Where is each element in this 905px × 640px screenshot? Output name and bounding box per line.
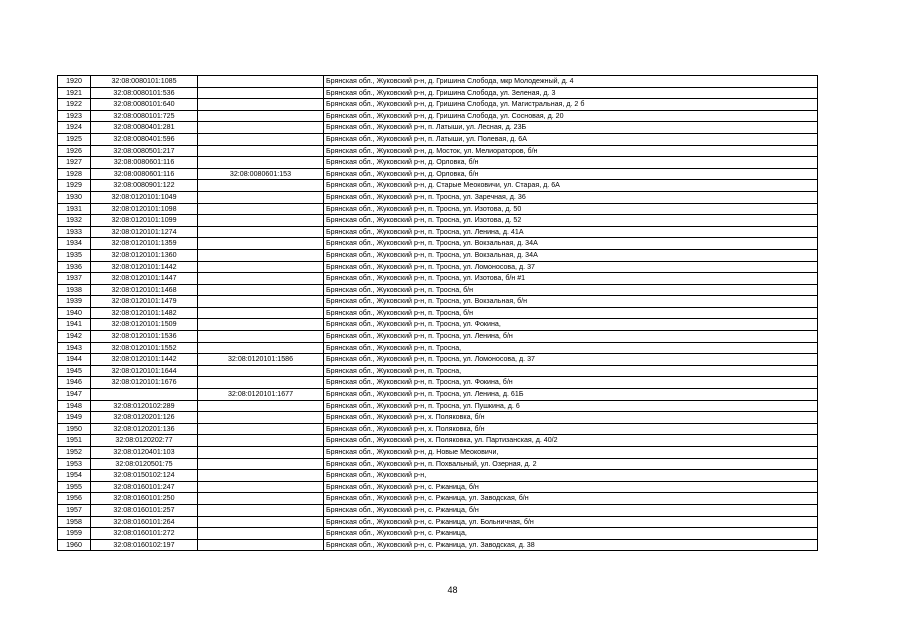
related-cadastral-number-cell — [198, 331, 324, 343]
row-number-cell: 1940 — [58, 307, 91, 319]
row-number-cell: 1955 — [58, 481, 91, 493]
registry-table — [57, 75, 818, 551]
related-cadastral-number-cell — [198, 133, 324, 145]
related-cadastral-number-cell — [198, 493, 324, 505]
address-cell: Брянская обл., Жуковский р-н, п. Тросна, ул. Ленина, д. 41А — [324, 226, 818, 238]
related-cadastral-number-cell — [198, 215, 324, 227]
cadastral-number-cell: 32:08:0120101:1509 — [91, 319, 198, 331]
address-cell: Брянская обл., Жуковский р-н, п. Тросна, ул. Фокина, — [324, 319, 818, 331]
cadastral-number-cell: 32:08:0120201:126 — [91, 412, 198, 424]
table-row — [58, 342, 818, 354]
row-number-cell: 1923 — [58, 110, 91, 122]
related-cadastral-number-cell — [198, 87, 324, 99]
row-number-cell: 1934 — [58, 238, 91, 250]
row-number-cell: 1943 — [58, 342, 91, 354]
related-cadastral-number-cell — [198, 400, 324, 412]
related-cadastral-number-cell — [198, 528, 324, 540]
cadastral-number-cell: 32:08:0080401:281 — [91, 122, 198, 134]
row-number-cell: 1928 — [58, 168, 91, 180]
row-number-cell: 1945 — [58, 365, 91, 377]
row-number-cell: 1932 — [58, 215, 91, 227]
table-row — [58, 238, 818, 250]
row-number-cell: 1927 — [58, 157, 91, 169]
related-cadastral-number-cell — [198, 516, 324, 528]
table-row — [58, 203, 818, 215]
related-cadastral-number-cell — [198, 423, 324, 435]
related-cadastral-number-cell — [198, 365, 324, 377]
related-cadastral-number-cell — [198, 180, 324, 192]
address-cell: Брянская обл., Жуковский р-н, п. Тросна, ул. Ломоносова, д. 37 — [324, 261, 818, 273]
cadastral-number-cell: 32:08:0160101:247 — [91, 481, 198, 493]
row-number-cell: 1959 — [58, 528, 91, 540]
cadastral-number-cell: 32:08:0120101:1447 — [91, 273, 198, 285]
address-cell: Брянская обл., Жуковский р-н, с. Ржаница, б/н — [324, 481, 818, 493]
table-row — [58, 145, 818, 157]
address-cell: Брянская обл., Жуковский р-н, д. Новые Меоковичи, — [324, 447, 818, 459]
cadastral-number-cell: 32:08:0120101:1552 — [91, 342, 198, 354]
row-number-cell: 1954 — [58, 470, 91, 482]
cadastral-number-cell: 32:08:0120501:75 — [91, 458, 198, 470]
table-row — [58, 458, 818, 470]
table-row — [58, 215, 818, 227]
row-number-cell: 1929 — [58, 180, 91, 192]
table-row — [58, 226, 818, 238]
row-number-cell: 1947 — [58, 389, 91, 401]
row-number-cell: 1930 — [58, 191, 91, 203]
cadastral-number-cell: 32:08:0080501:217 — [91, 145, 198, 157]
row-number-cell: 1926 — [58, 145, 91, 157]
table-row — [58, 76, 818, 88]
address-cell: Брянская обл., Жуковский р-н, д. Орловка, б/н — [324, 168, 818, 180]
row-number-cell: 1933 — [58, 226, 91, 238]
cadastral-number-cell: 32:08:0120101:1359 — [91, 238, 198, 250]
cadastral-number-cell: 32:08:0080101:536 — [91, 87, 198, 99]
table-row — [58, 528, 818, 540]
row-number-cell: 1952 — [58, 447, 91, 459]
address-cell: Брянская обл., Жуковский р-н, с. Ржаница, ул. Заводская, д. 38 — [324, 539, 818, 551]
address-cell: Брянская обл., Жуковский р-н, п. Тросна, ул. Вокзальная, д. 34А — [324, 249, 818, 261]
related-cadastral-number-cell — [198, 191, 324, 203]
related-cadastral-number-cell: 32:08:0080601:153 — [198, 168, 324, 180]
cadastral-number-cell: 32:08:0120101:1442 — [91, 261, 198, 273]
row-number-cell: 1935 — [58, 249, 91, 261]
table-row — [58, 412, 818, 424]
cadastral-number-cell: 32:08:0120201:136 — [91, 423, 198, 435]
row-number-cell: 1948 — [58, 400, 91, 412]
address-cell: Брянская обл., Жуковский р-н, д. Гришина Слобода, ул. Сосновая, д. 20 — [324, 110, 818, 122]
related-cadastral-number-cell — [198, 319, 324, 331]
related-cadastral-number-cell: 32:08:0120101:1586 — [198, 354, 324, 366]
related-cadastral-number-cell — [198, 99, 324, 111]
table-row — [58, 331, 818, 343]
related-cadastral-number-cell — [198, 377, 324, 389]
table-row — [58, 504, 818, 516]
related-cadastral-number-cell — [198, 226, 324, 238]
cadastral-number-cell: 32:08:0120101:1274 — [91, 226, 198, 238]
address-cell: Брянская обл., Жуковский р-н, п. Тросна, — [324, 365, 818, 377]
table-row — [58, 319, 818, 331]
address-cell: Брянская обл., Жуковский р-н, д. Мосток, ул. Мелиораторов, б/н — [324, 145, 818, 157]
address-cell: Брянская обл., Жуковский р-н, п. Тросна, ул. Ломоносова, д. 37 — [324, 354, 818, 366]
cadastral-number-cell: 32:08:0080601:116 — [91, 168, 198, 180]
address-cell: Брянская обл., Жуковский р-н, п. Тросна, ул. Ленина, д. 61Б — [324, 389, 818, 401]
address-cell: Брянская обл., Жуковский р-н, д. Гришина Слобода, ул. Зеленая, д. 3 — [324, 87, 818, 99]
address-cell: Брянская обл., Жуковский р-н, д. Гришина Слобода, ул. Магистральная, д. 2 б — [324, 99, 818, 111]
address-cell: Брянская обл., Жуковский р-н, п. Тросна, ул. Ленина, б/н — [324, 331, 818, 343]
table-row — [58, 168, 818, 180]
cadastral-number-cell: 32:08:0120101:1098 — [91, 203, 198, 215]
address-cell: Брянская обл., Жуковский р-н, с. Ржаница, ул. Больничная, б/н — [324, 516, 818, 528]
address-cell: Брянская обл., Жуковский р-н, п. Тросна, ул. Фокина, б/н — [324, 377, 818, 389]
cadastral-number-cell: 32:08:0120202:77 — [91, 435, 198, 447]
cadastral-number-cell: 32:08:0120101:1468 — [91, 284, 198, 296]
cadastral-number-cell: 32:08:0080601:116 — [91, 157, 198, 169]
row-number-cell: 1950 — [58, 423, 91, 435]
cadastral-number-cell: 32:08:0120101:1676 — [91, 377, 198, 389]
row-number-cell: 1936 — [58, 261, 91, 273]
table-row — [58, 99, 818, 111]
address-cell: Брянская обл., Жуковский р-н, п. Тросна, ул. Заречная, д. 36 — [324, 191, 818, 203]
cadastral-number-cell: 32:08:0120101:1099 — [91, 215, 198, 227]
related-cadastral-number-cell — [198, 412, 324, 424]
cadastral-number-cell: 32:08:0150102:124 — [91, 470, 198, 482]
address-cell: Брянская обл., Жуковский р-н, п. Латыши, ул. Полевая, д. 6А — [324, 133, 818, 145]
address-cell: Брянская обл., Жуковский р-н, с. Ржаница, б/н — [324, 504, 818, 516]
address-cell: Брянская обл., Жуковский р-н, д. Орловка, б/н — [324, 157, 818, 169]
cadastral-number-cell: 32:08:0160101:264 — [91, 516, 198, 528]
table-row — [58, 87, 818, 99]
cadastral-number-cell: 32:08:0080101:640 — [91, 99, 198, 111]
related-cadastral-number-cell — [198, 203, 324, 215]
row-number-cell: 1931 — [58, 203, 91, 215]
address-cell: Брянская обл., Жуковский р-н, п. Похвальный, ул. Озерная, д. 2 — [324, 458, 818, 470]
related-cadastral-number-cell — [198, 145, 324, 157]
related-cadastral-number-cell: 32:08:0120101:1677 — [198, 389, 324, 401]
table-row — [58, 516, 818, 528]
table-row — [58, 307, 818, 319]
address-cell: Брянская обл., Жуковский р-н, п. Тросна, ул. Изотова, б/н #1 — [324, 273, 818, 285]
row-number-cell: 1937 — [58, 273, 91, 285]
row-number-cell: 1924 — [58, 122, 91, 134]
table-row — [58, 470, 818, 482]
address-cell: Брянская обл., Жуковский р-н, с. Ржаница, — [324, 528, 818, 540]
related-cadastral-number-cell — [198, 284, 324, 296]
address-cell: Брянская обл., Жуковский р-н, х. Поляковка, б/н — [324, 412, 818, 424]
table-row — [58, 110, 818, 122]
page-number: 48 — [447, 585, 458, 595]
address-cell: Брянская обл., Жуковский р-н, — [324, 470, 818, 482]
row-number-cell: 1925 — [58, 133, 91, 145]
table-row — [58, 400, 818, 412]
related-cadastral-number-cell — [198, 458, 324, 470]
cadastral-number-cell: 32:08:0080401:596 — [91, 133, 198, 145]
table-row — [58, 133, 818, 145]
cadastral-number-cell: 32:08:0160101:257 — [91, 504, 198, 516]
cadastral-number-cell: 32:08:0120101:1479 — [91, 296, 198, 308]
row-number-cell: 1938 — [58, 284, 91, 296]
table-row — [58, 539, 818, 551]
cadastral-number-cell: 32:08:0120101:1482 — [91, 307, 198, 319]
related-cadastral-number-cell — [198, 238, 324, 250]
row-number-cell: 1920 — [58, 76, 91, 88]
address-cell: Брянская обл., Жуковский р-н, п. Тросна, ул. Изотова, д. 52 — [324, 215, 818, 227]
related-cadastral-number-cell — [198, 539, 324, 551]
address-cell: Брянская обл., Жуковский р-н, п. Тросна, ул. Изотова, д. 50 — [324, 203, 818, 215]
table-row — [58, 157, 818, 169]
related-cadastral-number-cell — [198, 470, 324, 482]
address-cell: Брянская обл., Жуковский р-н, п. Тросна, ул. Вокзальная, д. 34А — [324, 238, 818, 250]
address-cell: Брянская обл., Жуковский р-н, п. Тросна, ул. Вокзальная, б/н — [324, 296, 818, 308]
related-cadastral-number-cell — [198, 342, 324, 354]
related-cadastral-number-cell — [198, 435, 324, 447]
cadastral-number-cell: 32:08:0080101:725 — [91, 110, 198, 122]
registry-table-body — [58, 76, 818, 551]
table-row — [58, 435, 818, 447]
address-cell: Брянская обл., Жуковский р-н, п. Тросна, б/н — [324, 307, 818, 319]
related-cadastral-number-cell — [198, 296, 324, 308]
address-cell: Брянская обл., Жуковский р-н, х. Поляковка, б/н — [324, 423, 818, 435]
cadastral-number-cell: 32:08:0160102:197 — [91, 539, 198, 551]
table-row — [58, 493, 818, 505]
table-row — [58, 389, 818, 401]
related-cadastral-number-cell — [198, 157, 324, 169]
related-cadastral-number-cell — [198, 447, 324, 459]
table-row — [58, 191, 818, 203]
address-cell: Брянская обл., Жуковский р-н, х. Поляковка, ул. Партизанская, д. 40/2 — [324, 435, 818, 447]
table-row — [58, 447, 818, 459]
related-cadastral-number-cell — [198, 481, 324, 493]
address-cell: Брянская обл., Жуковский р-н, д. Старые Меоковичи, ул. Старая, д. 6А — [324, 180, 818, 192]
address-cell: Брянская обл., Жуковский р-н, п. Латыши, ул. Лесная, д. 23Б — [324, 122, 818, 134]
address-cell: Брянская обл., Жуковский р-н, п. Тросна, — [324, 342, 818, 354]
related-cadastral-number-cell — [198, 273, 324, 285]
row-number-cell: 1956 — [58, 493, 91, 505]
related-cadastral-number-cell — [198, 249, 324, 261]
related-cadastral-number-cell — [198, 110, 324, 122]
row-number-cell: 1944 — [58, 354, 91, 366]
table-row — [58, 273, 818, 285]
cadastral-number-cell: 32:08:0080101:1085 — [91, 76, 198, 88]
table-row — [58, 296, 818, 308]
row-number-cell: 1921 — [58, 87, 91, 99]
address-cell: Брянская обл., Жуковский р-н, п. Тросна, ул. Пушкина, д. 6 — [324, 400, 818, 412]
row-number-cell: 1953 — [58, 458, 91, 470]
cadastral-number-cell: 32:08:0160101:272 — [91, 528, 198, 540]
row-number-cell: 1939 — [58, 296, 91, 308]
related-cadastral-number-cell — [198, 76, 324, 88]
row-number-cell: 1951 — [58, 435, 91, 447]
table-row — [58, 354, 818, 366]
table-row — [58, 365, 818, 377]
cadastral-number-cell: 32:08:0120101:1049 — [91, 191, 198, 203]
cadastral-number-cell: 32:08:0120401:103 — [91, 447, 198, 459]
table-row — [58, 423, 818, 435]
table-row — [58, 261, 818, 273]
cadastral-number-cell: 32:08:0120101:1360 — [91, 249, 198, 261]
cadastral-number-cell — [91, 389, 198, 401]
row-number-cell: 1949 — [58, 412, 91, 424]
cadastral-number-cell: 32:08:0160101:250 — [91, 493, 198, 505]
row-number-cell: 1942 — [58, 331, 91, 343]
row-number-cell: 1957 — [58, 504, 91, 516]
table-row — [58, 180, 818, 192]
cadastral-number-cell: 32:08:0120101:1644 — [91, 365, 198, 377]
cadastral-number-cell: 32:08:0080901:122 — [91, 180, 198, 192]
row-number-cell: 1960 — [58, 539, 91, 551]
row-number-cell: 1922 — [58, 99, 91, 111]
table-row — [58, 249, 818, 261]
row-number-cell: 1958 — [58, 516, 91, 528]
related-cadastral-number-cell — [198, 504, 324, 516]
table-row — [58, 284, 818, 296]
table-row — [58, 122, 818, 134]
row-number-cell: 1946 — [58, 377, 91, 389]
related-cadastral-number-cell — [198, 307, 324, 319]
table-row — [58, 481, 818, 493]
cadastral-number-cell: 32:08:0120102:289 — [91, 400, 198, 412]
table-row — [58, 377, 818, 389]
related-cadastral-number-cell — [198, 261, 324, 273]
address-cell: Брянская обл., Жуковский р-н, д. Гришина Слобода, мкр Молодежный, д. 4 — [324, 76, 818, 88]
address-cell: Брянская обл., Жуковский р-н, п. Тросна, б/н — [324, 284, 818, 296]
cadastral-number-cell: 32:08:0120101:1442 — [91, 354, 198, 366]
address-cell: Брянская обл., Жуковский р-н, с. Ржаница, ул. Заводская, б/н — [324, 493, 818, 505]
cadastral-number-cell: 32:08:0120101:1536 — [91, 331, 198, 343]
row-number-cell: 1941 — [58, 319, 91, 331]
related-cadastral-number-cell — [198, 122, 324, 134]
